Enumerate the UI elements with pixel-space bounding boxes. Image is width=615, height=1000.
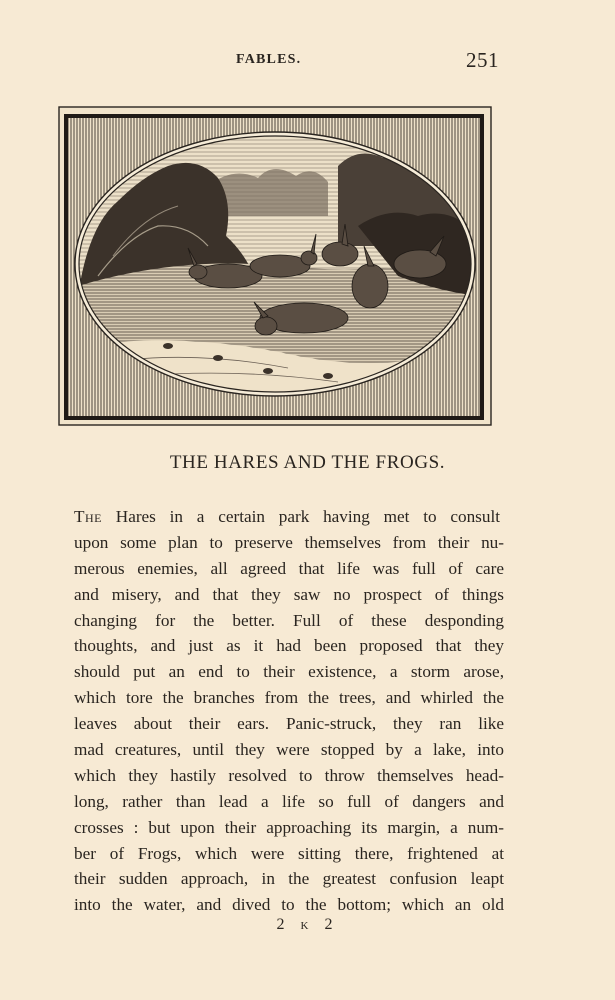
first-line-rest: Hares in a certain park having met to consult bbox=[102, 507, 500, 526]
first-word: The bbox=[74, 507, 102, 526]
woodcut-engraving bbox=[58, 106, 492, 426]
body-line: thoughts, and just as it had been proposed that they bbox=[74, 636, 504, 656]
body-line: their sudden approach, in the greatest confusion leapt bbox=[74, 869, 504, 889]
body-line: ber of Frogs, which were sitting there, frightened at bbox=[74, 843, 504, 863]
body-line: into the water, and dived to the bottom; which an old bbox=[74, 895, 504, 915]
signature-mark bbox=[0, 916, 615, 934]
body-line: and misery, and that they saw no prospect of things bbox=[74, 584, 504, 604]
page-number: 251 bbox=[466, 48, 499, 72]
fable-body-text bbox=[74, 504, 504, 918]
body-line: merous enemies, all agreed that life was full of care bbox=[74, 558, 504, 578]
chapter-title: THE HARES AND THE FROGS. bbox=[169, 452, 446, 473]
running-title: FABLES. bbox=[236, 52, 302, 67]
signature-prefix: 2 bbox=[276, 916, 291, 933]
signature-suffix: 2 bbox=[324, 916, 339, 933]
body-line: long, rather than lead a life so full of dangers and bbox=[74, 791, 504, 811]
body-line: leaves about their ears. Panic-struck, they ran like bbox=[74, 714, 504, 734]
body-line: which tore the branches from the trees, and whirled the bbox=[74, 688, 504, 708]
body-line: which they hastily resolved to throw themselves head- bbox=[74, 765, 504, 785]
running-head bbox=[0, 50, 615, 74]
body-line: mad creatures, until they were stopped by a lake, into bbox=[74, 740, 504, 760]
body-line-first bbox=[74, 504, 500, 530]
body-line: crosses : but upon their approaching its margin, a num- bbox=[74, 817, 504, 837]
body-line: changing for the better. Full of these desponding bbox=[74, 610, 504, 630]
signature-letter: k bbox=[300, 916, 315, 933]
woodcut-illustration bbox=[58, 106, 492, 426]
body-line: should put an end to their existence, a storm arose, bbox=[74, 662, 504, 682]
body-line: upon some plan to preserve themselves from their nu- bbox=[74, 532, 504, 552]
